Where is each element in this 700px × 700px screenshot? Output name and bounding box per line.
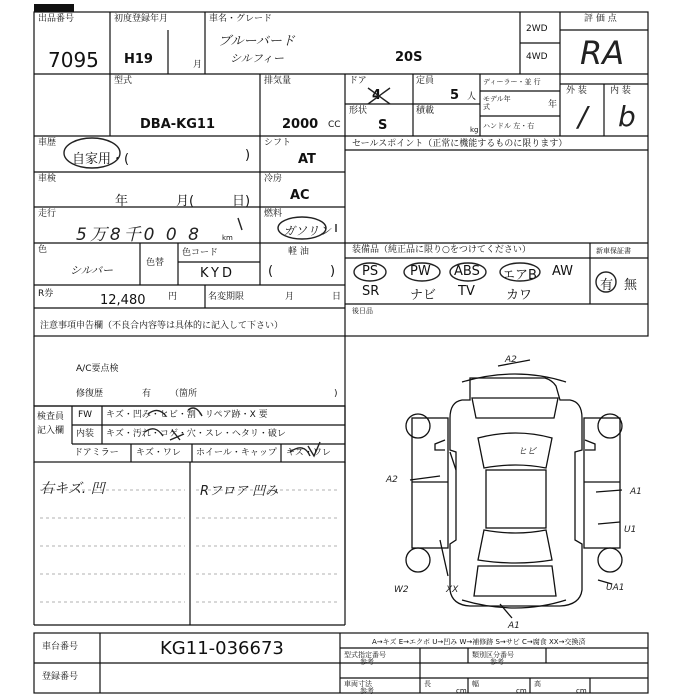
drive-4wd: 4WD	[526, 52, 548, 62]
load-unit: kg	[470, 126, 479, 134]
equipment-label: 装備品（純正品に限り○をつけてください）	[352, 245, 531, 255]
mark-u1: U1	[624, 525, 637, 535]
name-change-label: 名変期限	[208, 292, 245, 302]
paint-change-label: 色替	[146, 258, 165, 268]
roof	[486, 470, 546, 528]
capacity-unit: 人	[467, 92, 477, 102]
inspection-year: 年	[115, 194, 129, 209]
category-label: 類別区分番号	[472, 651, 514, 659]
ac-label: 冷房	[264, 174, 283, 184]
wheel-options: キズ・ワレ	[286, 448, 331, 458]
warranty-no: 無	[624, 278, 638, 293]
ac-value: AC	[290, 188, 310, 203]
warranty-yes: 有	[600, 278, 614, 293]
recycle-unit: 円	[168, 292, 178, 302]
repair-close: )	[334, 389, 338, 399]
car-body	[450, 378, 582, 606]
mark-a1-right: A1	[630, 487, 642, 497]
registration-label: 登録番号	[42, 672, 79, 682]
w2-line	[440, 540, 448, 576]
equip-aw: AW	[552, 264, 574, 279]
color-code: KYD	[200, 266, 236, 281]
later-items-label: 後日品	[352, 307, 373, 315]
equip-tv: TV	[458, 284, 475, 299]
mirror-left	[435, 440, 445, 450]
name-change-month: 月	[285, 292, 295, 302]
repair-place: （箇所	[170, 389, 198, 399]
color-value: シルバー	[70, 264, 113, 277]
history-value: 自家用・(	[72, 152, 130, 167]
entry-column-label: 記入欄	[37, 426, 65, 436]
first-reg-year: H19	[124, 52, 153, 67]
history-label: 車歴	[38, 138, 57, 148]
rear-bumper	[462, 600, 566, 608]
door-mirror-options: キズ・ワレ	[136, 448, 181, 458]
fuel-diesel: 軽 油	[288, 247, 309, 257]
model-label: 型式	[114, 76, 133, 86]
first-reg-month-unit: 月	[193, 60, 203, 70]
mark-a1-rear: A1	[508, 621, 520, 631]
crack-line	[450, 452, 456, 470]
recycle-label: R券	[38, 289, 54, 299]
interior-check-label: 内装	[76, 429, 95, 439]
model-year-label: モデル年式	[483, 95, 511, 111]
u1-right-line	[598, 522, 620, 524]
door-mirror-label: ドアミラー	[74, 448, 119, 458]
color-label: 色	[38, 245, 48, 255]
first-reg-label: 初度登録年月	[114, 14, 169, 24]
inspection-label: 車検	[38, 174, 57, 184]
lot-label: 出品番号	[38, 14, 75, 24]
width-unit: cm	[516, 687, 527, 695]
mileage-label: 走行	[38, 209, 57, 219]
exterior-score: /	[578, 100, 588, 133]
note-right: Rフロア 凹み	[200, 484, 279, 499]
height-unit: cm	[576, 687, 587, 695]
fw-options: キズ・凹み・ヒビ・割・リペア跡・X 要	[106, 410, 268, 420]
displacement-label: 排気量	[264, 76, 292, 86]
equip-sr: SR	[362, 284, 380, 299]
type-designation-label: 型式指定番号	[344, 651, 386, 659]
car-subname: シルフィー	[230, 52, 284, 65]
shift-label: シフト	[264, 138, 292, 148]
score: RA	[580, 34, 625, 72]
mark-crack: ヒビ	[518, 447, 537, 457]
mark-xx: XX	[446, 585, 459, 595]
color-code-label: 色コード	[182, 248, 219, 258]
mark-w2: W2	[394, 585, 409, 595]
wheel-rl	[406, 548, 430, 572]
wheel-rr	[598, 548, 622, 572]
displacement-unit: CC	[328, 120, 341, 130]
length-label: 長	[424, 680, 431, 688]
repair-history-label: 修復歴	[76, 389, 104, 399]
category-ref: 参考	[490, 658, 504, 666]
fuel-value: ガソリン	[283, 224, 332, 238]
fw-label: FW	[78, 410, 93, 420]
mark-a2-left: A2	[386, 475, 398, 485]
load-label: 積載	[416, 106, 435, 116]
lot-number: 7095	[48, 48, 99, 72]
equip-pw: PW	[410, 264, 431, 279]
sales-point-label: セールスポイント（正常に機能するものに限ります）	[352, 139, 568, 149]
car-name: ブルーバード	[218, 34, 295, 49]
car-name-label: 車名・グレード	[209, 14, 273, 24]
trunk	[474, 566, 556, 596]
shape-value: S	[378, 118, 388, 133]
height-label: 高	[534, 680, 541, 688]
model-year-unit: 年	[548, 100, 558, 110]
interior-label: 内 装	[610, 86, 631, 96]
notes-title: 注意事項申告欄（不良合内容等は具体的に記入して下さい）	[40, 321, 284, 331]
door-label: ドア	[349, 76, 367, 86]
dimensions-label: 車両寸法	[344, 680, 372, 688]
dimensions-ref: 参考	[360, 687, 374, 695]
wheel-label: ホイール・キャップ	[196, 448, 277, 458]
capacity-label: 定員	[416, 76, 435, 86]
capacity-value: 5	[450, 88, 460, 103]
mirror-right	[585, 440, 595, 450]
hood	[472, 398, 558, 418]
handle-label: ハンドル 左・右	[483, 122, 535, 130]
type-designation-ref: 参考	[360, 658, 374, 666]
mark-ua1: UA1	[606, 583, 625, 593]
exterior-label: 外 装	[566, 86, 587, 96]
damage-legend: A→キズ E→エクボ U→凹み W→補修跡 S→サビ C→腐食 XX→交換済	[372, 638, 586, 646]
displacement: 2000	[282, 117, 319, 132]
equip-ps: PS	[362, 264, 379, 279]
grade: 20S	[395, 50, 423, 65]
chassis-number: KG11-036673	[160, 638, 284, 659]
fuel-bracket-open: (	[268, 264, 274, 279]
score-label: 評 価 点	[584, 14, 617, 24]
repair-history-value: 有	[142, 389, 152, 399]
note-left: 右キズ. 凹	[40, 481, 105, 497]
shape-label: 形状	[349, 106, 368, 116]
inspection-day: 日)	[232, 194, 251, 209]
equip-navi: ナビ	[410, 288, 437, 303]
interior-score: b	[618, 100, 636, 133]
name-change-day: 日	[332, 292, 342, 302]
shift-value: AT	[298, 152, 316, 167]
fuel-bracket-close: )	[330, 264, 336, 279]
inspection-month: 月(	[176, 194, 195, 209]
a1-right-line	[596, 490, 622, 492]
fuel-label: 燃料	[264, 209, 283, 219]
interior-options: キズ・汚れ・コゲ・穴・スレ・ヘタリ・破レ	[106, 429, 286, 439]
equip-airbag: エアB	[502, 268, 537, 283]
dealer-label: ディーラー・並 行	[483, 78, 541, 86]
windshield	[478, 433, 552, 468]
recycle-value: 12,480	[100, 293, 146, 308]
equip-abs: ABS	[454, 264, 480, 279]
drive-2wd: 2WD	[526, 24, 548, 34]
inspector-label: 検査員	[37, 412, 65, 422]
length-unit: cm	[456, 687, 467, 695]
model-code: DBA-KG11	[140, 117, 215, 132]
mileage-unit: km	[222, 234, 233, 242]
rear-window	[478, 530, 552, 563]
door-value: 4	[372, 88, 382, 103]
chassis-label: 車台番号	[42, 642, 79, 652]
equip-leather: カワ	[506, 288, 533, 303]
a2-left-line	[410, 476, 440, 480]
width-label: 幅	[472, 680, 479, 688]
mark-a2-front: A2	[505, 355, 517, 365]
new-warranty-label: 新車保証書	[596, 247, 631, 255]
ac-check-note: A/C要点検	[76, 364, 119, 374]
history-close: )	[245, 148, 251, 163]
mileage-value: 5万8千0 0 8	[76, 225, 202, 245]
